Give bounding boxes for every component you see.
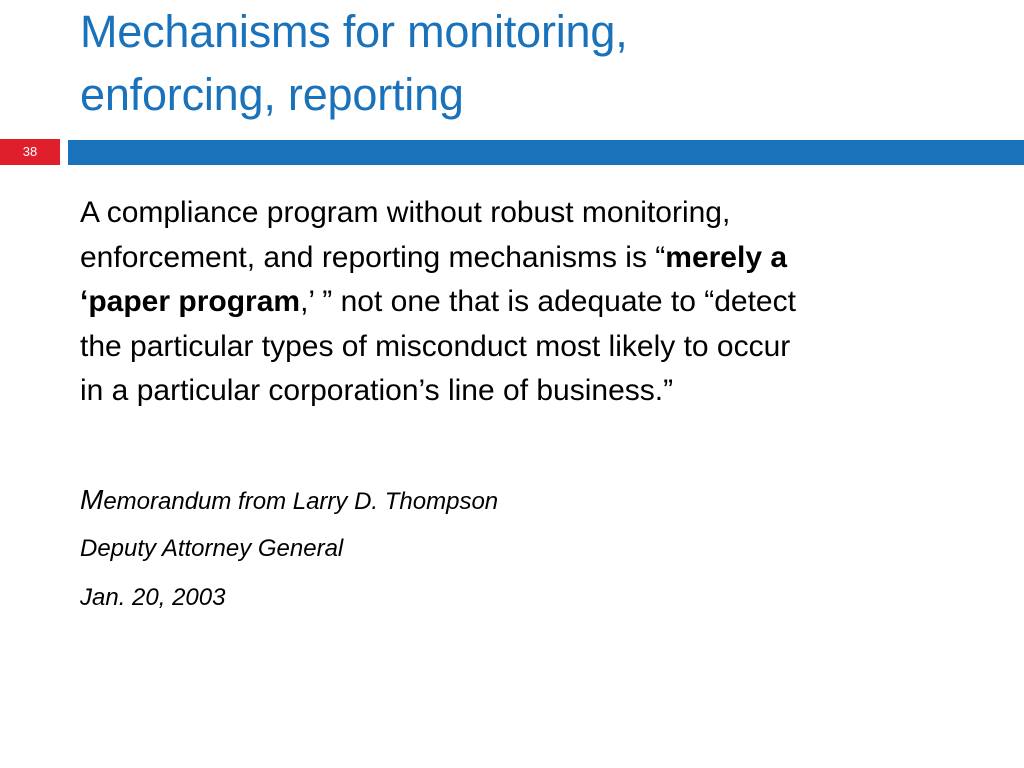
slide-number: 38 — [22, 144, 38, 159]
quote-line-5 — [80, 369, 990, 414]
slide-title-line-2: enforcing, reporting — [80, 69, 464, 120]
quote-emphasis-1: merely a — [665, 240, 788, 274]
quote-emphasis-2: ‘paper program — [80, 285, 301, 318]
quote-line-3 — [80, 280, 990, 325]
attribution-date: Jan. 20, 2003 — [80, 584, 226, 611]
attribution-memo — [80, 485, 498, 517]
quote-line-1 — [80, 191, 990, 236]
slide-number-badge — [0, 139, 60, 165]
attribution-position: Deputy Attorney General — [80, 535, 344, 562]
quote-line-2-text: enforcement, and reporting mechanisms is “ — [80, 240, 666, 274]
attribution-memo-rest: emorandum from Larry D. Thompson — [103, 488, 499, 515]
slide-title-line-1: Mechanisms for monitoring, — [80, 6, 628, 57]
slide-title — [80, 0, 1000, 126]
quote-line-2 — [80, 236, 990, 281]
quote-line-3-text: ,’ ” not one that is adequate to “detect — [300, 285, 796, 318]
quote-line-4-text: the particular types of misconduct most likely to occur — [80, 329, 791, 363]
quote-line-5-text: in a particular corporation’s line of business.” — [80, 374, 674, 407]
quote-line-1-text: A compliance program without robust monitoring, — [80, 196, 731, 229]
attribution-memo-initial: M — [80, 484, 104, 515]
quote-line-4 — [80, 325, 990, 370]
body-quote — [80, 191, 990, 414]
title-accent-bar — [68, 140, 1024, 165]
